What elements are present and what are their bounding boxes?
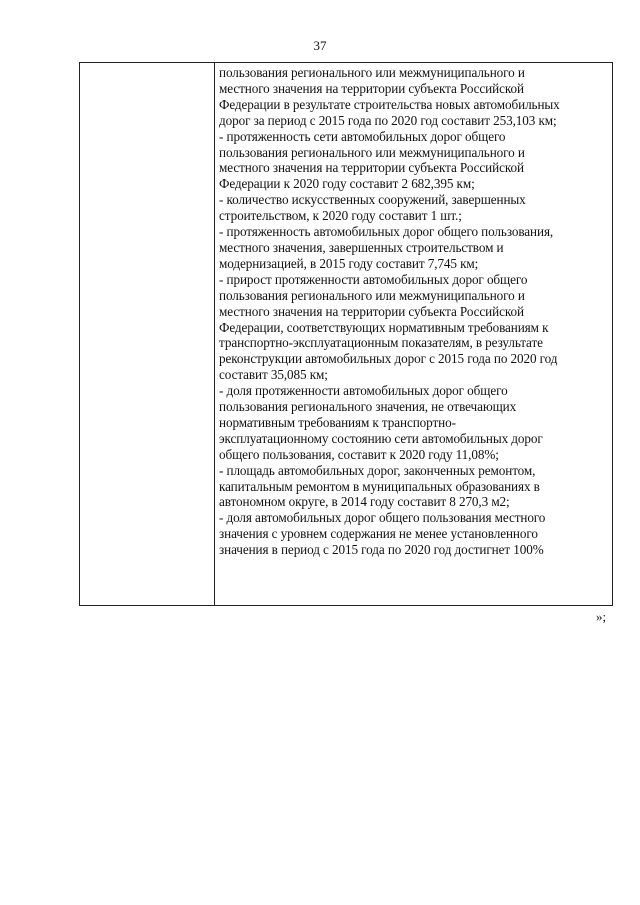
- text-line: - доля автомобильных дорог общего пользования местного: [219, 510, 546, 526]
- text-line: составит 35,085 км;: [219, 367, 328, 383]
- text-line: автономном округе, в 2014 году составит 8 270,3 м2;: [219, 494, 510, 510]
- text-line: эксплуатационному состоянию сети автомобильных дорог: [219, 430, 543, 446]
- table-right-cell: [219, 65, 611, 558]
- content-table: [79, 62, 613, 606]
- text-line: Федерации, соответствующих нормативным требованиям к: [219, 319, 549, 335]
- text-line: реконструкции автомобильных дорог с 2015 года по 2020 год: [219, 351, 558, 367]
- text-line: местного значения на территории субъекта Российской: [219, 303, 524, 319]
- text-line: - количество искусственных сооружений, завершенных: [219, 192, 526, 208]
- text-line: пользования регионального или межмуниципального и: [219, 65, 525, 80]
- text-line: пользования регионального или межмуниципального и: [219, 144, 525, 160]
- text-line: модернизацией, в 2015 году составит 7,745 км;: [219, 255, 479, 271]
- text-line: пользования регионального значения, не отвечающих: [219, 399, 517, 415]
- text-line: - доля протяженности автомобильных дорог общего: [219, 383, 508, 399]
- text-line: - площадь автомобильных дорог, законченных ремонтом,: [219, 462, 536, 478]
- text-line: значения в период с 2015 года по 2020 год достигнет 100%: [219, 542, 544, 558]
- text-line: - протяженность автомобильных дорог общего пользования,: [219, 224, 554, 240]
- text-line: дорог за период с 2015 года по 2020 год составит 253,103 км;: [219, 112, 557, 128]
- text-line: - протяженность сети автомобильных дорог общего: [219, 128, 506, 144]
- text-line: транспортно-эксплуатационным показателям, в результате: [219, 335, 543, 351]
- text-line: строительством, к 2020 году составит 1 шт.;: [219, 208, 462, 224]
- text-line: капитальным ремонтом в муниципальных образованиях в: [219, 478, 540, 494]
- text-line: местного значения, завершенных строительством и: [219, 239, 504, 255]
- text-line: Федерации к 2020 году составит 2 682,395 км;: [219, 176, 475, 192]
- text-line: пользования регионального или межмуниципального и: [219, 287, 525, 303]
- page-number: 37: [313, 38, 327, 53]
- text-line: нормативным требованиям к транспортно-: [219, 414, 456, 430]
- text-line: местного значения на территории субъекта Российской: [219, 160, 524, 176]
- closing-quote-mark: »;: [596, 609, 607, 624]
- text-line: Федерации в результате строительства новых автомобильных: [219, 96, 560, 112]
- text-line: местного значения на территории субъекта Российской: [219, 80, 524, 96]
- table-left-cell: [80, 63, 215, 605]
- text-line: общего пользования, составит к 2020 году 11,08%;: [219, 446, 499, 462]
- text-line: - прирост протяженности автомобильных дорог общего: [219, 271, 528, 287]
- text-line: значения с уровнем содержания не менее установленного: [219, 526, 538, 542]
